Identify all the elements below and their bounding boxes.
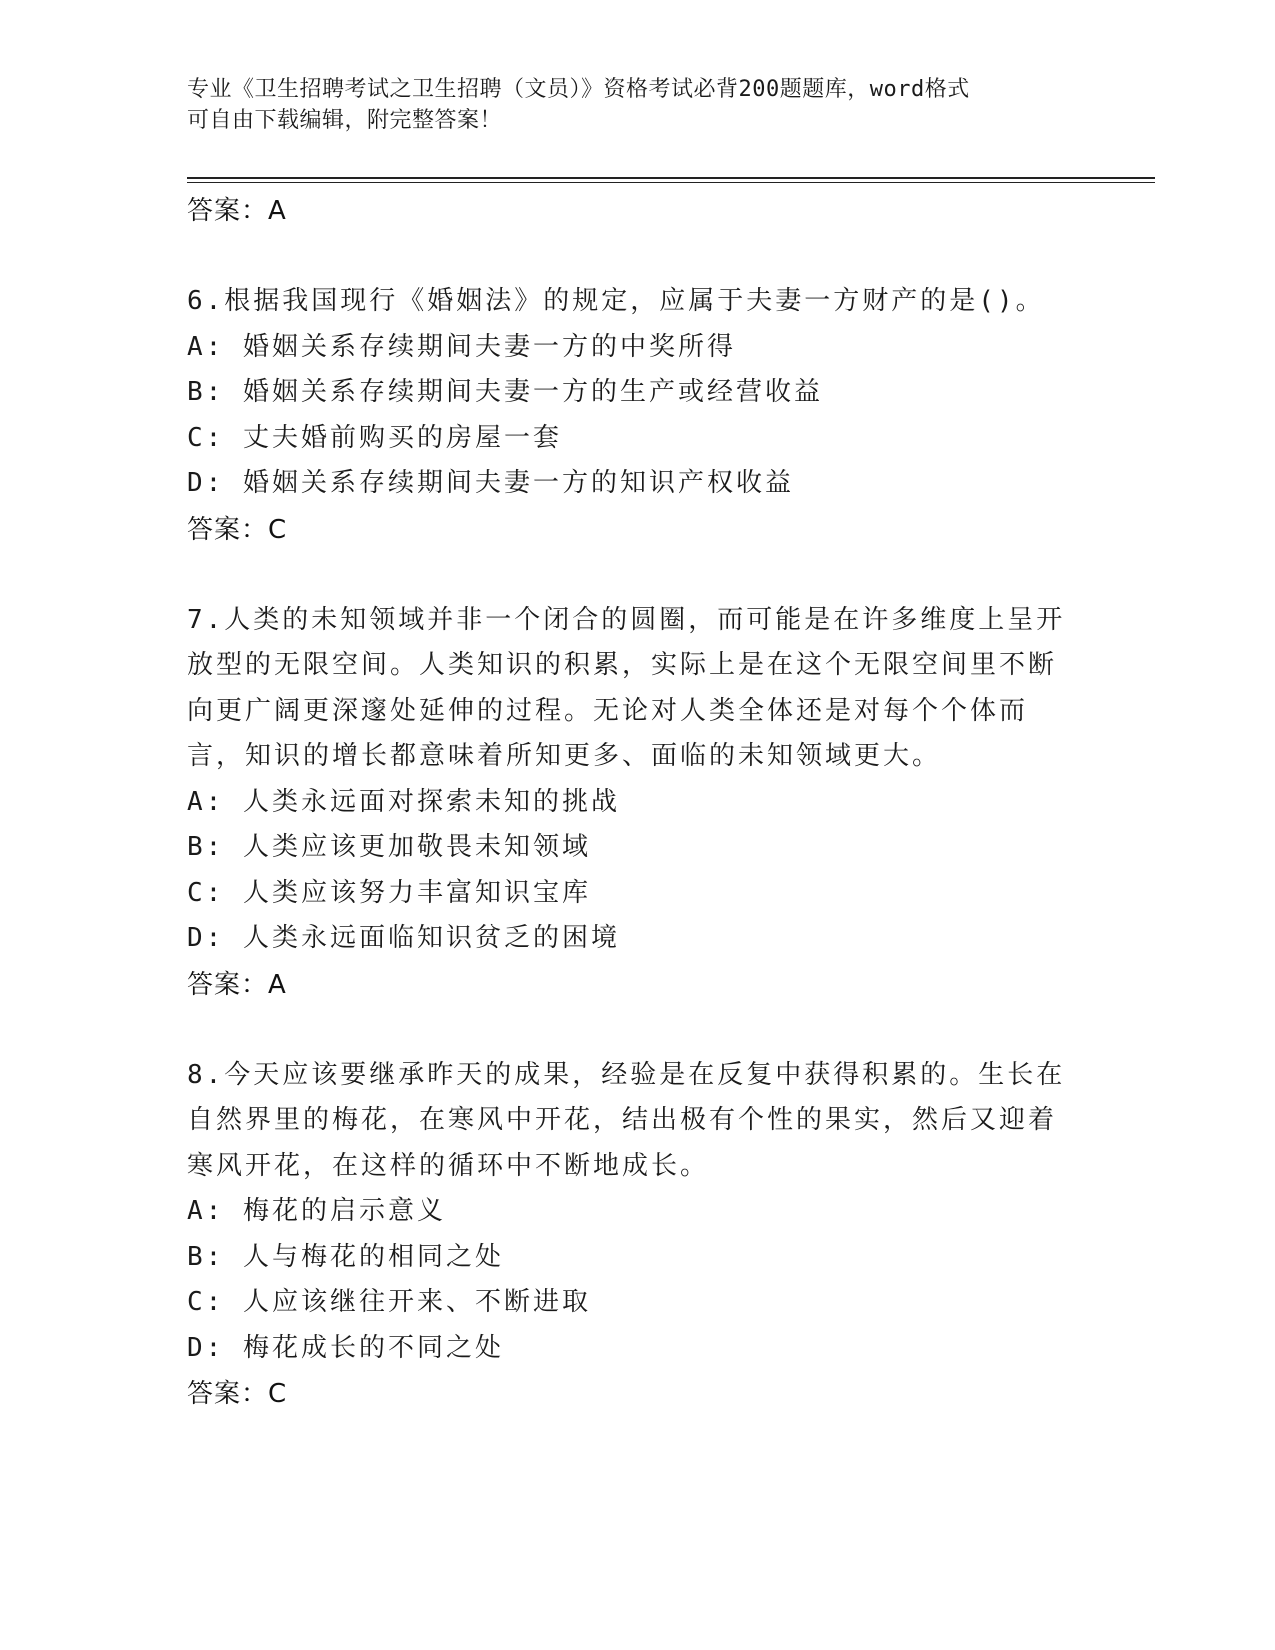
option-c: C: 人类应该努力丰富知识宝库: [187, 877, 591, 908]
answer-line: 答案：A: [187, 196, 287, 226]
spacer: [187, 553, 1067, 598]
option-d: D: 梅花成长的不同之处: [187, 1332, 504, 1363]
option-b: B: 婚姻关系存续期间夫妻一方的生产或经营收益: [187, 377, 823, 407]
option-c: C: 丈夫婚前购买的房屋一套: [187, 422, 562, 453]
answer-line: 答案：C: [187, 514, 288, 545]
option-a: A: 人类永远面对探索未知的挑战: [187, 786, 620, 817]
header-rule-thick: [187, 177, 1155, 179]
answer-line: 答案：A: [187, 969, 287, 1000]
option-b: B: 人与梅花的相同之处: [187, 1241, 504, 1272]
spacer: [187, 1008, 1067, 1053]
question-item: [187, 279, 1067, 507]
option-b: B: 人类应该更加敬畏未知领域: [187, 832, 591, 862]
spacer: [187, 234, 1067, 279]
option-a: A: 婚姻关系存续期间夫妻一方的中奖所得: [187, 331, 736, 362]
question-stem: 7.人类的未知领域并非一个闭合的圆圈，而可能是在许多维度上呈开放型的无限空间。人类知识的积累，实际上是在这个无限空间里不断向更广阔更深邃处延伸的过程。无论对人类全体还是对每个个体而言，知识的增长都意味着所知更多、面临的未知领域更大。: [187, 604, 1066, 771]
header-title-line-1: 专业《卫生招聘考试之卫生招聘（文员）》资格考试必背200题题库，word格式: [187, 77, 970, 102]
header-rule-thin: [187, 182, 1155, 183]
question-list: [187, 188, 1067, 1417]
header-title-line-2: 可自由下载编辑，附完整答案！: [187, 108, 503, 133]
option-d: D: 人类永远面临知识贫乏的困境: [187, 923, 620, 953]
question-stem: 8.今天应该要继承昨天的成果，经验是在反复中获得积累的。生长在自然界里的梅花，在寒风中开花，结出极有个性的果实，然后又迎着寒风开花，在这样的循环中不断地成长。: [187, 1059, 1066, 1181]
question-item: [187, 598, 1067, 962]
option-d: D: 婚姻关系存续期间夫妻一方的知识产权收益: [187, 468, 794, 498]
option-c: C: 人应该继往开来、不断进取: [187, 1287, 591, 1317]
question-item: [187, 1053, 1067, 1372]
question-stem: 6.根据我国现行《婚姻法》的规定，应属于夫妻一方财产的是()。: [187, 286, 1045, 316]
document-header: [187, 74, 1067, 136]
option-a: A: 梅花的启示意义: [187, 1196, 446, 1226]
answer-line: 答案：C: [187, 1379, 288, 1409]
